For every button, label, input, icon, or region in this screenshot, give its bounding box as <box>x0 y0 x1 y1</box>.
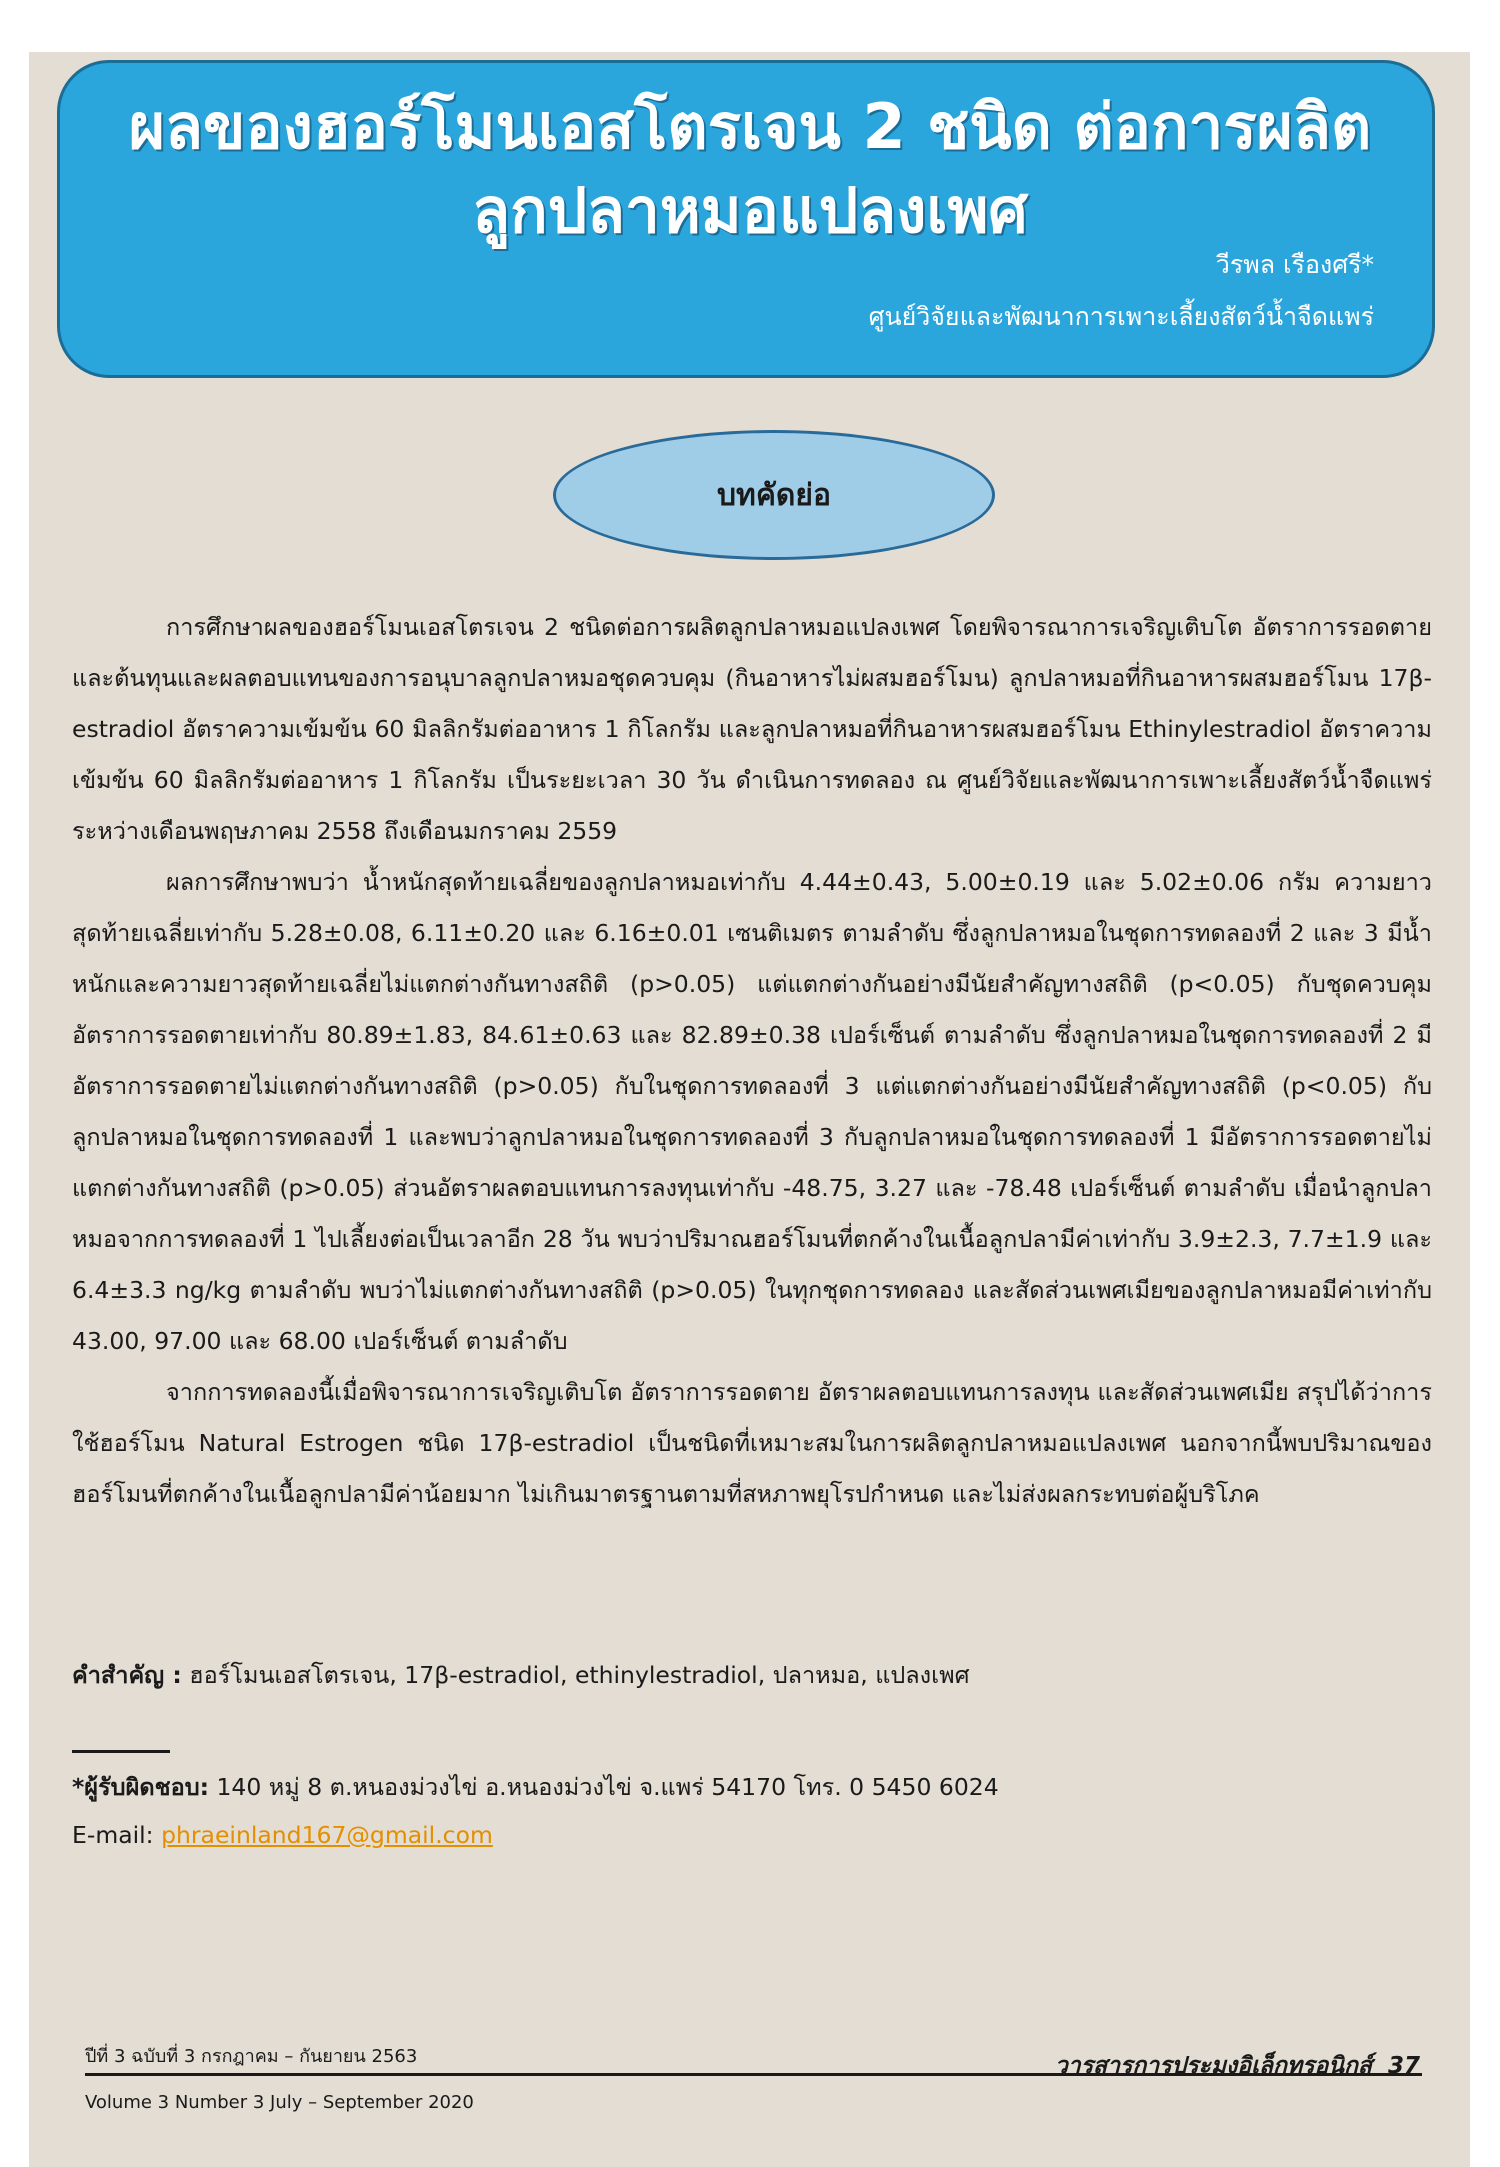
footnote-divider <box>72 1750 170 1753</box>
author-affiliation: ศูนย์วิจัยและพัฒนาการเพาะเลี้ยงสัตว์น้ำจืดแพร่ <box>868 302 1374 331</box>
abstract-paragraph: การศึกษาผลของฮอร์โมนเอสโตรเจน 2 ชนิดต่อการผลิตลูกปลาหมอแปลงเพศ โดยพิจารณาการเจริญเติบโต อัตราการรอดตาย และต้นทุนและผลตอบแทนของการอนุบาลลูกปลาหมอชุดควบคุม (กินอาหารไม่ผสมฮอร์โมน) ลูกปลาหมอที่กินอาหารผสมฮอร์โมน 17β-estradiol อัตราความเข้มข้น 60 มิลลิกรัมต่ออาหาร 1 กิโลกรัม และลูกปลาหมอที่กินอาหารผสมฮอร์โมน Ethinylestradiol อัตราความเข้มข้น 60 มิลลิกรัมต่ออาหาร 1 กิโลกรัม เป็นระยะเวลา 30 วัน ดำเนินการทดลอง ณ ศูนย์วิจัยและพัฒนาการเพาะเลี้ยงสัตว์น้ำจืดแพร่ ระหว่างเดือนพฤษภาคม 2558 ถึงเดือนมกราคม 2559 <box>72 613 1432 845</box>
contact-address: 140 หมู่ 8 ต.หนองม่วงไข่ อ.หนองม่วงไข่ จ.แพร่ 54170 โทร. 0 5450 6024 <box>209 1773 999 1801</box>
abstract-heading-oval <box>553 430 995 560</box>
title-banner <box>57 60 1435 378</box>
email-label: E-mail: <box>72 1821 162 1849</box>
author-name: วีรพล เรืองศรี* <box>1215 250 1374 279</box>
abstract-heading: บทคัดย่อ <box>717 477 831 513</box>
title-line-1: ผลของฮอร์โมนเอสโตรเจน 2 ชนิด ต่อการผลิต <box>128 90 1372 163</box>
email-link[interactable]: phraeinland167@gmail.com <box>161 1821 493 1849</box>
abstract-paragraph: จากการทดลองนี้เมื่อพิจารณาการเจริญเติบโต อัตราการรอดตาย อัตราผลตอบแทนการลงทุน และสัดส่วนเพศเมีย สรุปได้ว่าการใช้ฮอร์โมน Natural Estrogen ชนิด 17β-estradiol เป็นชนิดที่เหมาะสมในการผลิตลูกปลาหมอแปลงเพศ นอกจากนี้พบปริมาณของฮอร์โมนที่ตกค้างในเนื้อลูกปลามีค่าน้อยมาก ไม่เกินมาตรฐานตามที่สหภาพยุโรปกำหนด และไม่ส่งผลกระทบต่อผู้บริโภค <box>72 1378 1432 1508</box>
abstract-paragraph: ผลการศึกษาพบว่า น้ำหนักสุดท้ายเฉลี่ยของลูกปลาหมอเท่ากับ 4.44±0.43, 5.00±0.19 และ 5.02±0.06 กรัม ความยาวสุดท้ายเฉลี่ยเท่ากับ 5.28±0.08, 6.11±0.20 และ 6.16±0.01 เซนติเมตร ตามลำดับ ซึ่งลูกปลาหมอในชุดการทดลองที่ 2 และ 3 มีน้ำหนักและความยาวสุดท้ายเฉลี่ยไม่แตกต่างกันทางสถิติ (p>0.05) แต่แตกต่างกันอย่างมีนัยสำคัญทางสถิติ (p<0.05) กับชุดควบคุม อัตราการรอดตายเท่ากับ 80.89±1.83, 84.61±0.63 และ 82.89±0.38 เปอร์เซ็นต์ ตามลำดับ ซึ่งลูกปลาหมอในชุดการทดลองที่ 2 มีอัตราการรอดตายไม่แตกต่างกันทางสถิติ (p>0.05) กับในชุดการทดลองที่ 3 แต่แตกต่างกันอย่างมีนัยสำคัญทางสถิติ (p<0.05) กับลูกปลาหมอในชุดการทดลองที่ 1 และพบว่าลูกปลาหมอในชุดการทดลองที่ 3 กับลูกปลาหมอในชุดการทดลองที่ 1 มีอัตราการรอดตายไม่แตกต่างกันทางสถิติ (p>0.05) ส่วนอัตราผลตอบแทนการลงทุนเท่ากับ -48.75, 3.27 และ -78.48 เปอร์เซ็นต์ ตามลำดับ เมื่อนำลูกปลาหมอจากการทดลองที่ 1 ไปเลี้ยงต่อเป็นเวลาอีก 28 วัน พบว่าปริมาณฮอร์โมนที่ตกค้างในเนื้อลูกปลามีค่าเท่ากับ 3.9±2.3, 7.7±1.9 และ 6.4±3.3 ng/kg ตามลำดับ พบว่าไม่แตกต่างกันทางสถิติ (p>0.05) ในทุกชุดการทดลอง และสัดส่วนเพศเมียของลูกปลาหมอมีค่าเท่ากับ 43.00, 97.00 และ 68.00 เปอร์เซ็นต์ ตามลำดับ <box>72 868 1432 1355</box>
keywords-text: ฮอร์โมนเอสโตรเจน, 17β-estradiol, ethinylestradiol, ปลาหมอ, แปลงเพศ <box>181 1661 970 1689</box>
issue-info-thai: ปีที่ 3 ฉบับที่ 3 กรกฎาคม – กันยายน 2563 <box>85 2046 418 2067</box>
corresponding-author-note <box>72 1763 1432 1859</box>
footer-divider <box>85 2073 1422 2076</box>
abstract-body <box>72 602 1432 1520</box>
issue-info-english: Volume 3 Number 3 July – September 2020 <box>85 2092 474 2113</box>
journal-name-page <box>1055 2048 1420 2084</box>
journal-name: วารสารการประมงอิเล็กทรอนิกส์ <box>1054 2053 1372 2079</box>
keywords-label: คำสำคัญ : <box>72 1661 182 1689</box>
page-number: 37 <box>1387 2053 1420 2079</box>
keywords <box>72 1655 1432 1695</box>
contact-label: *ผู้รับผิดชอบ: <box>72 1773 210 1801</box>
article-title <box>120 85 1380 253</box>
title-line-2: ลูกปลาหมอแปลงเพศ <box>472 174 1028 247</box>
